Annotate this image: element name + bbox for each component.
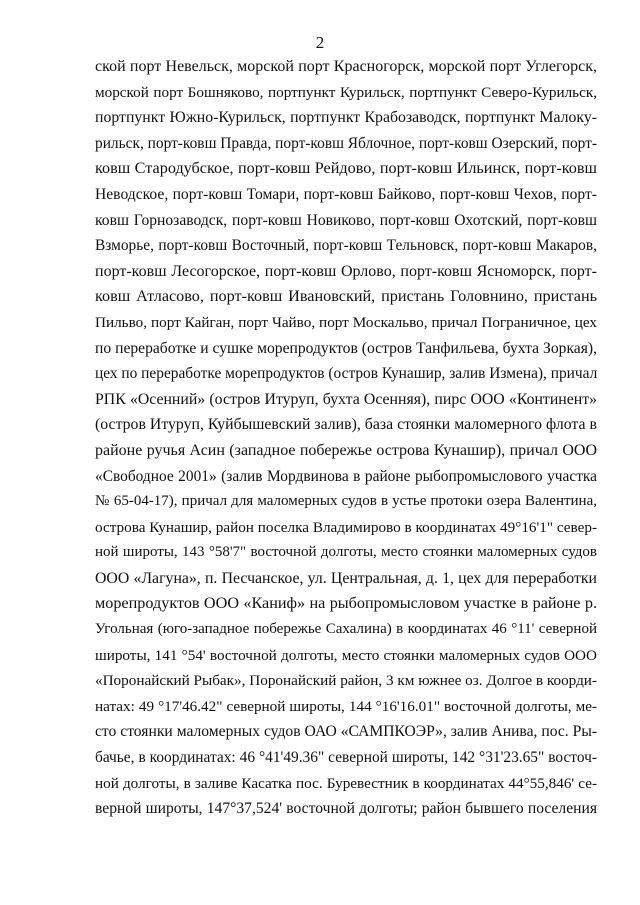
text-line: ковш Стародубское, порт-ковш Рейдово, порт-ковш Ильинск, порт-ковш (95, 159, 597, 178)
text-line: сто стоянки маломерных судов ОАО «САМПКОЭР», залив Анива, пос. Ры- (95, 723, 597, 741)
text-line: «Поронайский Рыбак», Поронайский район, 3 км южнее оз. Долгое в коорди- (95, 672, 597, 690)
text-line: ной долготы, в заливе Касатка пос. Буревестник в координатах 44°55,846' се- (95, 774, 597, 792)
text-line: острова Кунашир, район поселка Владимирово в координатах 49°16'1" север- (95, 518, 597, 536)
text-line: портпункт Южно-Курильск, портпункт Крабозаводск, портпункт Малоку- (95, 109, 597, 127)
text-line: (остров Итуруп, Куйбышевский залив), база стоянки маломерного флота в (95, 416, 597, 434)
text-line: Угольная (юго-западное побережье Сахалина) в координатах 46 °11' северной (95, 621, 597, 638)
text-line: морепродуктов ООО «Каниф» на рыбопромысловом участке в районе р. (95, 594, 597, 613)
text-line: морской порт Бошняково, портпункт Курильск, портпункт Северо-Курильск, (95, 83, 597, 101)
text-line: Неводское, порт-ковш Томари, порт-ковш Байково, порт-ковш Чехов, порт- (95, 185, 597, 203)
text-line: широты, 141 °54' восточной долготы, место стоянки маломерных судов ООО (95, 646, 597, 664)
text-line: ской порт Невельск, морской порт Красногорск, морской порт Углегорск, (95, 58, 597, 75)
text-line: рильск, порт-ковш Правда, порт-ковш Яблочное, порт-ковш Озерский, порт- (95, 134, 597, 152)
text-line: по переработке и сушке морепродуктов (остров Танфильева, бухта Зоркая), (95, 339, 597, 357)
text-line: ковш Горнозаводск, порт-ковш Новиково, порт-ковш Охотский, порт-ковш (95, 211, 597, 229)
page-number: 2 (315, 33, 325, 52)
text-line: ковш Атласово, порт-ковш Ивановский, пристань Головнино, пристань (95, 287, 597, 306)
text-line: «Свободное 2001» (залив Мордвинова в районе рыбопромыслового участка (95, 467, 597, 485)
body-text (95, 54, 597, 822)
text-line: цех по переработке морепродуктов (остров Кунашир, залив Измена), причал (95, 365, 597, 383)
text-line: № 65-04-17), причал для маломерных судов в устье протоки озера Валентина, (95, 493, 597, 510)
text-line: натах: 49 °17'46.42" северной широты, 144 °16'16.01" восточной долготы, ме- (95, 697, 597, 715)
text-line: бачье, в координатах: 46 °41'49.36" северной широты, 142 °31'23.65" восточ- (95, 749, 597, 767)
text-line: ООО «Лагуна», п. Песчанское, ул. Центральная, д. 1, цех для переработки (95, 569, 597, 587)
text-line: ной широты, 143 °58'7" восточной долготы, место стоянки маломерных судов (95, 544, 597, 561)
text-line: районе ручья Асин (западное побережье острова Кунашир), причал ООО (95, 441, 597, 459)
text-line: верной широты, 147°37,524' восточной долготы; район бывшего поселения (95, 800, 597, 818)
text-line: Пильво, порт Кайган, порт Чайво, порт Москальво, причал Пограничное, цех (95, 313, 597, 331)
text-line: Взморье, порт-ковш Восточный, порт-ковш Тельновск, порт-ковш Макаров, (95, 237, 597, 255)
text-line: РПК «Осенний» (остров Итуруп, бухта Осенняя), пирс ООО «Континент» (95, 390, 597, 408)
text-line: порт-ковш Лесогорское, порт-ковш Орлово, порт-ковш Ясноморск, порт- (95, 262, 597, 280)
